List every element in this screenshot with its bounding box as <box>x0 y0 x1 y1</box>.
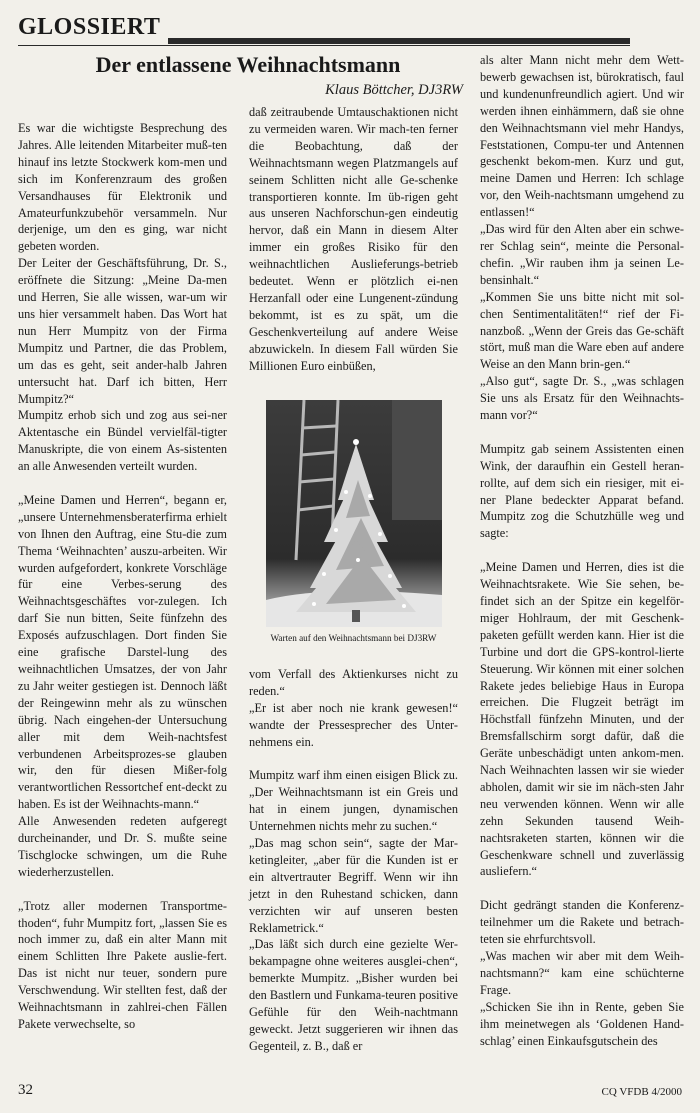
paragraph: Alle Anwesenden redeten aufgeregt durcheinander, und Dr. S. mußte seine Tischglocke schwingen, um die Ruhe wiederherzustellen. <box>18 814 227 879</box>
column-3 <box>480 52 684 1049</box>
section-label: GLOSSIERT <box>18 14 161 40</box>
paragraph: vom Verfall des Aktienkurses nicht zu reden.“ <box>249 667 458 698</box>
photo-caption: Warten auf den Weihnachtsmann bei DJ3RW <box>270 633 437 643</box>
paragraph: „Meine Damen und Herren“, begann er, „unsere Unternehmensberaterfirma erhielt von Ihnen den Auftrag, eine Stu-die zum Thema ‘Weihnachten’ auszu-arbeiten. Wir wurden aufgefordert, konkrete Vorschläge für eine Verbes-serung des Weihnachtsgeschäftes vor-zulegen. Ich darf Sie nun bitten, Seite fünfzehn des Exposés aufzuschlagen. Dort finden Sie eine grafische Darstel-lung des weihnachtlichen Umsatzes, der von Jahr zu Jahr weiter gestiegen ist. Dennoch läßt der Reingewinn mehr als zu wünschen übrig. Nach eingehen-der Untersuchung aller mit dem Weih-nachtsfest verbundenen Arbeitsprozes-se glauben wir, den für diesen Mißer-folg verantwortlichen Ressortchef ent-deckt zu haben. Es ist der Weihnachts-mann.“ <box>18 492 227 812</box>
paragraph: daß zeitraubende Umtauschaktionen nicht zu vermeiden waren. Wir mach-ten ferner die Beobachtung, daß der Weihnachtsmann wegen Platzmangels auf seinem Schlitten nicht alle Ge-schenke transportieren konnte. Im üb-rigen geht aus unseren Nachforschun-gen eindeutig hervor, daß ein Mann in diesem Alter immer ein großes Risiko für den weihnachtlichen Auslieferungs-betrieb bedeutet. Wenn er plötzlich ei-nen Herzanfall oder eine Lungenent-zündung bekommt, ist es zu spät, um die Geschenkverteilung auf andere Weise abzuwickeln. In diesem Fall würden Sie Millionen Euro einbüßen, <box>249 105 458 373</box>
paragraph: Der Leiter der Geschäftsführung, Dr. S., eröffnete die Sitzung: „Meine Da-men und Herren, Sie alle wissen, war-um wir uns hier versammelt haben. Das Wort hat nun Herr Mumpitz von der Firma Mumpitz und Partner, die das Problem, um das es geht, seit ander-halb Jahren untersucht hat. Darf ich bitten, Herr Mumpitz?“ <box>18 256 227 406</box>
paragraph: Mumpitz gab seinem Assistenten einen Wink, der daraufhin ein Gestell heran-rollte, auf dem sich ein riesiger, mit ei-ner Plane bedeckter Apparat befand. Mumpitz zog die Schutzhülle weg und sagte: <box>480 441 684 541</box>
article-headline: Der entlassene Weihnachtsmann <box>95 52 401 77</box>
publication-reference: CQ VFDB 4/2000 <box>601 1086 682 1098</box>
section-rule-thin <box>18 45 630 46</box>
paragraph: Mumpitz erhob sich und zog aus sei-ner Aktentasche ein Bündel vervielfäl-tigter Manuskripte, die von einem As-sistenten an alle Anwesenden verteilt wurden. <box>18 408 227 474</box>
paragraph: „Kommen Sie uns bitte nicht mit sol-chen Sentimentalitäten!“ rief der Fi-nanzboß. „Wenn der Greis das Ge-schäft stört, muß man die Ware eben auf andere Weise an den Mann brin-gen.“ <box>480 289 684 372</box>
page-number: 32 <box>18 1082 33 1098</box>
article-byline: Klaus Böttcher, DJ3RW <box>325 82 463 98</box>
paragraph: „Er ist aber noch nie krank gewesen!“ wandte der Pressesprecher des Unter-nehmens ein. <box>249 700 458 749</box>
paragraph: „Was machen wir aber mit dem Weih-nachtsmann?“ kam eine schüchterne Frage. <box>480 948 684 997</box>
paragraph: „Das wird für den Alten aber ein schwe-rer Schlag sein“, meinte die Personal-chefin. „Wir rauben ihm ja seinen Le-bensinhalt.“ <box>480 222 684 287</box>
paragraph: „Trotz aller modernen Transportme-thoden“, fuhr Mumpitz fort, „lassen Sie es noch immer zu, daß ein alter Mann mit einem Schlitten Ihre Pakete auslie-fert. Das ist nicht nur teuer, sondern pure Verschwendung. Wir stellten fest, daß der Weihnachtsmann in zahlrei-chen Fällen Pakete verwechselte, so <box>18 898 227 1031</box>
paragraph: Mumpitz warf ihm einen eisigen Blick zu. „Der Weihnachtsmann ist ein Greis und hat in einem jungen, dynamischen Unternehmen nichts mehr zu suchen.“ <box>249 768 458 834</box>
column-2-top <box>249 104 458 375</box>
column-2-bottom <box>249 666 458 1055</box>
paragraph: „Schicken Sie ihn in Rente, geben Sie ihm meinetwegen als ‘Goldenen Hand-schlag’ einen Einkaufsgutschein des <box>480 999 684 1048</box>
christmas-tree-photo <box>266 400 442 627</box>
christmas-tree-image <box>266 400 442 627</box>
paragraph: „Das mag schon sein“, sagte der Mar-ketingleiter, „aber für die Kunden ist er ein altvertrauter Begriff. Wenn wir ihn jetzt in den Ruhestand schicken, dann verzichten wir auf unseren besten Reklametrick.“ <box>249 836 458 935</box>
paragraph: Es war die wichtigste Besprechung des Jahres. Alle leitenden Mitarbeiter muß-ten hinauf ins letzte Stockwerk kom-men und sich im Konferenzraum des großen Versandhauses für Elektronik und Amateurfunkzubehör versammeln. Nur derjenige, um den es ging, war nicht gebeten worden. <box>18 121 227 254</box>
paragraph: „Das läßt sich durch eine gezielte Wer-bekampagne ohne weiteres ausglei-chen“, bemerkte Mumpitz. „Bisher wurden bei den Bastlern und Funkama-teuren positive Gefühle für den Weih-nachtmann geweckt. Jetzt suggerieren wir ihnen das Gegenteil, z. B., daß er <box>249 937 458 1053</box>
paragraph: Dicht gedrängt standen die Konferenz-teilnehmer um die Rakete und betrach-teten sie ehrfurchtsvoll. <box>480 898 684 947</box>
paragraph: „Meine Damen und Herren, dies ist die Weihnachtsrakete. Wie Sie sehen, be-findet sich an der Spitze ein kegelför-miger Hohlraum, der mit Geschenk-paketen gefüllt werden kann. Hier ist die Turbine und dort die GPS-kontrol-lierte Steuerung. Wir können mit einer solchen Rakete jedes beliebige Haus in Europa erreichen. Die Flugzeit beträgt im Höchstfall fünfzehn Minuten, und der Bremsfallschirm sorgt dafür, daß die Geräte unbeschädigt unten ankom-men. Nach Weihnachten lassen wir sie wieder abholen, damit wir sie im näch-sten Jahr neu verwenden können. Wenn wir alle zehn Sekunden tausend Weih-nachtsraketen starten, können wir die Geschenkware schnell und zuverlässig ausliefern.“ <box>480 560 684 879</box>
paragraph: als alter Mann nicht mehr dem Wett-bewerb gewachsen ist, bürokratisch, faul und kundenunfreundlich agiert. Und wir werden ihnen einhämmern, daß sie ohne den Weihnachtsmann viel mehr Handys, Feststationen, Compu-ter und Antennen geschenkt bekom-men. Kurz und gut, meine Damen und Herren: Ich schlage vor, den Weih-nachtsmann umgehend zu entlassen!“ <box>480 53 684 220</box>
column-1 <box>18 120 227 1033</box>
section-rule <box>168 38 630 44</box>
paragraph: „Also gut“, sagte Dr. S., „was schlagen Sie uns als Ersatz für den Weihnachts-mann vor?“ <box>480 374 684 423</box>
